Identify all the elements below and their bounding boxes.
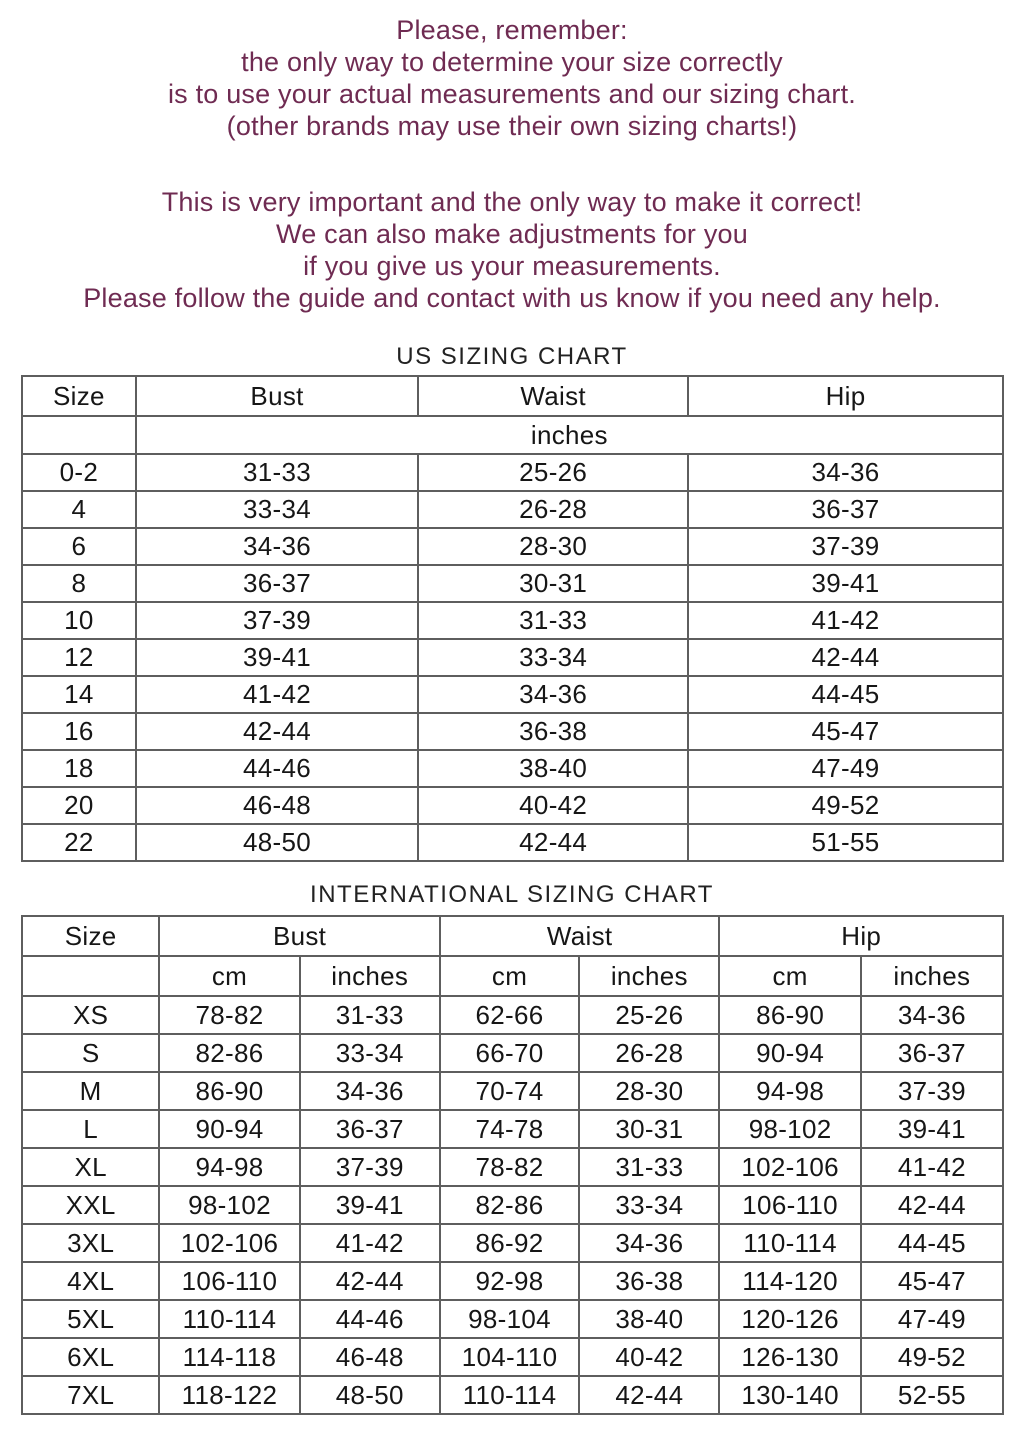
table-row: [22, 639, 1003, 676]
table-cell: 3XL: [22, 1224, 159, 1262]
table-cell: 48-50: [136, 824, 419, 861]
table-cell: 106-110: [159, 1262, 299, 1300]
table-row: [22, 1072, 1003, 1110]
table-cell: XXL: [22, 1186, 159, 1224]
table-cell: 12: [22, 639, 136, 676]
table-cell: 48-50: [300, 1376, 440, 1414]
table-cell: 4: [22, 491, 136, 528]
us-unit-label: inches: [136, 416, 1003, 454]
table-cell: M: [22, 1072, 159, 1110]
table-cell: XL: [22, 1148, 159, 1186]
table-cell: 31-33: [579, 1148, 719, 1186]
table-cell: 90-94: [719, 1034, 860, 1072]
table-cell: 10: [22, 602, 136, 639]
us-chart-title: US SIZING CHART: [396, 343, 628, 370]
table-row: [22, 565, 1003, 602]
intl-header-hip: Hip: [719, 916, 1003, 956]
table-cell: 41-42: [861, 1148, 1003, 1186]
table-cell: 28-30: [579, 1072, 719, 1110]
intro-line: the only way to determine your size correctly: [241, 47, 783, 77]
table-cell: 45-47: [861, 1262, 1003, 1300]
intl-table-body: [22, 996, 1003, 1414]
table-cell: 30-31: [579, 1110, 719, 1148]
table-row: [22, 528, 1003, 565]
table-row: [22, 1110, 1003, 1148]
table-cell: XS: [22, 996, 159, 1034]
intl-header-bust: Bust: [159, 916, 440, 956]
table-row: [22, 1300, 1003, 1338]
intl-subheader-bust-inches: inches: [300, 956, 440, 996]
table-cell: 36-38: [418, 713, 688, 750]
intl-header-size: Size: [22, 916, 159, 956]
intl-chart-title: INTERNATIONAL SIZING CHART: [310, 881, 714, 908]
intro-line: if you give us your measurements.: [303, 251, 721, 281]
intro-line: Please follow the guide and contact with us know if you need any help.: [83, 283, 941, 313]
table-cell: 26-28: [418, 491, 688, 528]
table-cell: 104-110: [440, 1338, 579, 1376]
table-row: [22, 1148, 1003, 1186]
intl-subheader-waist-inches: inches: [579, 956, 719, 996]
table-cell: 52-55: [861, 1376, 1003, 1414]
table-cell: 39-41: [136, 639, 419, 676]
table-cell: 51-55: [688, 824, 1003, 861]
us-header-size: Size: [22, 376, 136, 416]
table-cell: 37-39: [136, 602, 419, 639]
table-cell: 126-130: [719, 1338, 860, 1376]
table-row: [22, 602, 1003, 639]
table-cell: 26-28: [579, 1034, 719, 1072]
us-sizing-table: [21, 375, 1004, 862]
table-cell: 120-126: [719, 1300, 860, 1338]
us-table-body: [22, 454, 1003, 861]
table-row: [22, 491, 1003, 528]
table-cell: 44-46: [136, 750, 419, 787]
table-cell: 18: [22, 750, 136, 787]
table-row: [22, 1186, 1003, 1224]
table-cell: 49-52: [688, 787, 1003, 824]
table-cell: 38-40: [579, 1300, 719, 1338]
table-cell: 118-122: [159, 1376, 299, 1414]
table-row: [22, 996, 1003, 1034]
table-cell: 47-49: [688, 750, 1003, 787]
table-cell: 5XL: [22, 1300, 159, 1338]
intl-subheader-hip-cm: cm: [719, 956, 860, 996]
table-cell: 44-45: [861, 1224, 1003, 1262]
table-cell: S: [22, 1034, 159, 1072]
intro-line: is to use your actual measurements and our sizing chart.: [167, 79, 857, 109]
table-row: [22, 1034, 1003, 1072]
table-cell: 28-30: [418, 528, 688, 565]
table-cell: 37-39: [688, 528, 1003, 565]
table-cell: 8: [22, 565, 136, 602]
table-cell: 102-106: [719, 1148, 860, 1186]
table-cell: 94-98: [719, 1072, 860, 1110]
intl-subheader-empty-cell: [22, 956, 159, 996]
intro-line: (other brands may use their own sizing charts!): [226, 111, 798, 141]
table-row: [22, 750, 1003, 787]
table-cell: 102-106: [159, 1224, 299, 1262]
table-cell: 33-34: [300, 1034, 440, 1072]
table-cell: 70-74: [440, 1072, 579, 1110]
table-cell: 31-33: [300, 996, 440, 1034]
table-cell: 74-78: [440, 1110, 579, 1148]
table-cell: L: [22, 1110, 159, 1148]
table-cell: 34-36: [579, 1224, 719, 1262]
table-cell: 94-98: [159, 1148, 299, 1186]
intro-text-second-block: [0, 186, 1024, 314]
table-cell: 16: [22, 713, 136, 750]
intl-subheader-bust-cm: cm: [159, 956, 299, 996]
table-cell: 114-118: [159, 1338, 299, 1376]
table-cell: 49-52: [861, 1338, 1003, 1376]
table-cell: 41-42: [136, 676, 419, 713]
table-cell: 42-44: [136, 713, 419, 750]
table-row: [22, 1376, 1003, 1414]
intl-subheader-waist-cm: cm: [440, 956, 579, 996]
table-cell: 25-26: [579, 996, 719, 1034]
intl-subheader-hip-inches: inches: [861, 956, 1003, 996]
table-row: [22, 713, 1003, 750]
table-cell: 86-92: [440, 1224, 579, 1262]
table-cell: 33-34: [136, 491, 419, 528]
table-cell: 114-120: [719, 1262, 860, 1300]
table-cell: 20: [22, 787, 136, 824]
table-row: [22, 787, 1003, 824]
us-header-bust: Bust: [136, 376, 419, 416]
us-table-header-row: [22, 376, 1003, 416]
table-cell: 38-40: [418, 750, 688, 787]
table-cell: 7XL: [22, 1376, 159, 1414]
table-cell: 41-42: [688, 602, 1003, 639]
table-cell: 42-44: [418, 824, 688, 861]
us-table-unit-row: [22, 416, 1003, 454]
table-cell: 44-45: [688, 676, 1003, 713]
table-cell: 31-33: [418, 602, 688, 639]
table-row: [22, 1262, 1003, 1300]
table-cell: 90-94: [159, 1110, 299, 1148]
table-cell: 34-36: [300, 1072, 440, 1110]
table-cell: 42-44: [579, 1376, 719, 1414]
table-cell: 78-82: [159, 996, 299, 1034]
table-cell: 31-33: [136, 454, 419, 491]
table-cell: 6: [22, 528, 136, 565]
table-cell: 36-37: [300, 1110, 440, 1148]
table-cell: 98-102: [719, 1110, 860, 1148]
table-cell: 130-140: [719, 1376, 860, 1414]
intl-table-subheader-row: [22, 956, 1003, 996]
table-cell: 110-114: [159, 1300, 299, 1338]
table-row: [22, 1338, 1003, 1376]
intro-text: [0, 0, 1024, 314]
table-cell: 62-66: [440, 996, 579, 1034]
table-cell: 25-26: [418, 454, 688, 491]
table-cell: 86-90: [719, 996, 860, 1034]
table-cell: 86-90: [159, 1072, 299, 1110]
table-cell: 47-49: [861, 1300, 1003, 1338]
table-cell: 39-41: [300, 1186, 440, 1224]
table-cell: 92-98: [440, 1262, 579, 1300]
us-header-waist: Waist: [418, 376, 688, 416]
table-cell: 36-37: [136, 565, 419, 602]
table-cell: 42-44: [688, 639, 1003, 676]
intro-line: We can also make adjustments for you: [276, 219, 748, 249]
table-cell: 33-34: [418, 639, 688, 676]
table-cell: 34-36: [136, 528, 419, 565]
table-cell: 44-46: [300, 1300, 440, 1338]
table-cell: 34-36: [861, 996, 1003, 1034]
table-cell: 42-44: [300, 1262, 440, 1300]
table-cell: 30-31: [418, 565, 688, 602]
table-cell: 110-114: [440, 1376, 579, 1414]
table-cell: 40-42: [418, 787, 688, 824]
table-cell: 36-37: [688, 491, 1003, 528]
table-cell: 4XL: [22, 1262, 159, 1300]
intl-sizing-table: [21, 915, 1004, 1415]
table-cell: 14: [22, 676, 136, 713]
table-cell: 98-104: [440, 1300, 579, 1338]
table-row: [22, 454, 1003, 491]
table-cell: 46-48: [136, 787, 419, 824]
table-cell: 106-110: [719, 1186, 860, 1224]
table-cell: 46-48: [300, 1338, 440, 1376]
table-cell: 41-42: [300, 1224, 440, 1262]
table-row: [22, 1224, 1003, 1262]
table-cell: 110-114: [719, 1224, 860, 1262]
table-cell: 40-42: [579, 1338, 719, 1376]
table-cell: 0-2: [22, 454, 136, 491]
table-cell: 42-44: [861, 1186, 1003, 1224]
intl-table-header-row: [22, 916, 1003, 956]
table-cell: 6XL: [22, 1338, 159, 1376]
table-cell: 34-36: [688, 454, 1003, 491]
table-cell: 37-39: [861, 1072, 1003, 1110]
intro-line: This is very important and the only way to make it correct!: [161, 187, 863, 217]
table-row: [22, 676, 1003, 713]
intl-header-waist: Waist: [440, 916, 720, 956]
table-cell: 39-41: [861, 1110, 1003, 1148]
table-cell: 39-41: [688, 565, 1003, 602]
intro-line: Please, remember:: [396, 15, 628, 45]
table-cell: 98-102: [159, 1186, 299, 1224]
table-cell: 82-86: [159, 1034, 299, 1072]
table-cell: 33-34: [579, 1186, 719, 1224]
table-cell: 36-37: [861, 1034, 1003, 1072]
table-cell: 36-38: [579, 1262, 719, 1300]
us-unit-empty-cell: [22, 416, 136, 454]
table-cell: 45-47: [688, 713, 1003, 750]
table-cell: 66-70: [440, 1034, 579, 1072]
table-row: [22, 824, 1003, 861]
table-cell: 82-86: [440, 1186, 579, 1224]
table-cell: 22: [22, 824, 136, 861]
us-header-hip: Hip: [688, 376, 1003, 416]
table-cell: 78-82: [440, 1148, 579, 1186]
table-cell: 34-36: [418, 676, 688, 713]
table-cell: 37-39: [300, 1148, 440, 1186]
